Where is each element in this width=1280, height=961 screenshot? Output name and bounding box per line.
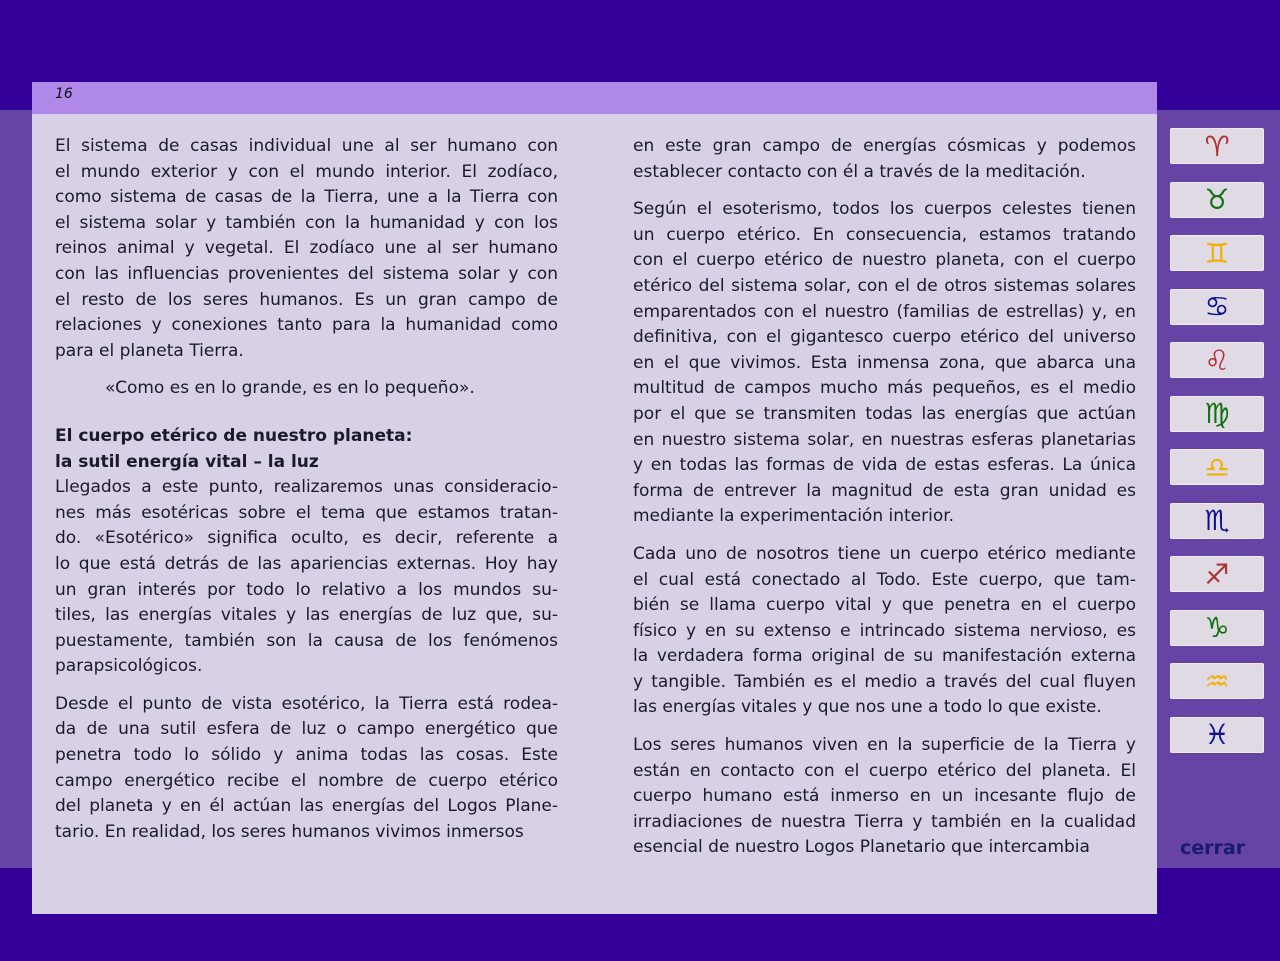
text-line: las energías vitales y que nos une a todo lo que existe. bbox=[633, 697, 1102, 718]
quote: «Como es en lo grande, es en lo pequeño». bbox=[105, 378, 475, 399]
zodiac-button-taurus[interactable] bbox=[1170, 182, 1264, 218]
text-line: establecer contacto con él a través de la meditación. bbox=[633, 161, 1086, 182]
cancer-icon: ♋︎ bbox=[1204, 290, 1230, 323]
text-line: el sistema solar y también con la humanidad y con los bbox=[55, 212, 558, 233]
text-line: el cual está conectado al Todo. Este cuerpo, que tam- bbox=[633, 569, 1136, 590]
text-line: la verdadera forma original de su manifestación externa bbox=[633, 646, 1136, 667]
text-line: en el que vivimos. Esta inmensa zona, que abarca una bbox=[633, 352, 1136, 373]
paragraph bbox=[55, 692, 558, 846]
text-line: tario. En realidad, los seres humanos vivimos inmersos bbox=[55, 821, 524, 842]
section-subheading: la sutil energía vital – la luz bbox=[55, 451, 319, 472]
text-line: del planeta y en él actúan las energías del Logos Plane- bbox=[55, 796, 558, 817]
text-line: Los seres humanos viven en la superficie de la Tierra y bbox=[633, 735, 1136, 756]
text-line: El sistema de casas individual une al ser humano con bbox=[55, 136, 558, 156]
page-header bbox=[32, 82, 1157, 114]
text-line: mediante la experimentación interior. bbox=[633, 506, 955, 527]
left-column bbox=[55, 134, 558, 845]
zodiac-button-cancer[interactable] bbox=[1170, 289, 1264, 325]
leo-icon: ♌︎ bbox=[1204, 343, 1230, 377]
section-heading: El cuerpo etérico de nuestro planeta: bbox=[55, 425, 413, 446]
libra-icon: ♎︎ bbox=[1204, 450, 1230, 484]
text-line: con el cuerpo etérico de nuestro planeta, con el cuerpo bbox=[633, 250, 1136, 271]
text-line: un cuerpo etérico. En consecuencia, estamos tratando bbox=[633, 224, 1136, 245]
paragraph bbox=[55, 134, 558, 364]
taurus-icon: ♉︎ bbox=[1204, 183, 1230, 216]
aquarius-icon: ♒︎ bbox=[1204, 664, 1230, 698]
paragraph bbox=[633, 197, 1136, 530]
capricorn-icon: ♑︎ bbox=[1204, 611, 1230, 644]
text-line: tiles, las energías vitales y las energías de luz que, su- bbox=[55, 605, 558, 626]
close-link[interactable]: cerrar bbox=[1180, 837, 1246, 859]
text-line: irradiaciones de nuestra Tierra y también en la cualidad bbox=[633, 811, 1136, 832]
gemini-icon: ♊︎ bbox=[1204, 236, 1230, 270]
text-line: en nuestro sistema solar, en nuestras esferas planetarias bbox=[633, 429, 1136, 450]
paragraph bbox=[55, 475, 558, 680]
text-line: están en contacto con el cuerpo etérico del planeta. El bbox=[633, 760, 1136, 781]
text-line: parapsicológicos. bbox=[55, 656, 203, 677]
zodiac-button-sagittarius[interactable] bbox=[1170, 556, 1264, 592]
text-line: Llegados a este punto, realizaremos unas consideracio- bbox=[55, 477, 558, 498]
text-line: relaciones y conexiones tanto para la humanidad como bbox=[55, 315, 558, 336]
zodiac-button-leo[interactable] bbox=[1170, 342, 1264, 378]
zodiac-button-pisces[interactable] bbox=[1170, 717, 1264, 753]
text-line: bién se llama cuerpo vital y que penetra en el cuerpo bbox=[633, 595, 1136, 616]
aries-icon: ♈︎ bbox=[1204, 129, 1230, 163]
text-line: físico y en su extenso e intrincado sistema nervioso, es bbox=[633, 620, 1136, 641]
text-line: el resto de los seres humanos. Es un gran campo de bbox=[55, 289, 558, 310]
text-line: con las influencias provenientes del sistema solar y con bbox=[55, 263, 558, 284]
zodiac-button-aquarius[interactable] bbox=[1170, 663, 1264, 699]
text-line: penetra todo lo sólido y anima todas las cosas. Este bbox=[55, 745, 558, 766]
page-number: 16 bbox=[55, 86, 73, 102]
paragraph bbox=[633, 733, 1136, 861]
zodiac-button-libra[interactable] bbox=[1170, 449, 1264, 485]
text-line: Desde el punto de vista esotérico, la Tierra está rodea- bbox=[55, 693, 558, 714]
zodiac-button-virgo[interactable] bbox=[1170, 396, 1264, 432]
text-line: multitud de campos mucho más pequeños, es el medio bbox=[633, 378, 1136, 399]
text-line: esencial de nuestro Logos Planetario que intercambia bbox=[633, 837, 1090, 858]
text-line: para el planeta Tierra. bbox=[55, 340, 244, 361]
text-line: Cada uno de nosotros tiene un cuerpo etérico mediante bbox=[633, 543, 1136, 564]
text-line: da de una sutil esfera de luz o campo energético que bbox=[55, 719, 558, 740]
text-line: puestamente, también son la causa de los fenómenos bbox=[55, 630, 558, 651]
text-line: en este gran campo de energías cósmicas y podemos bbox=[633, 136, 1136, 156]
pisces-icon: ♓︎ bbox=[1204, 718, 1230, 751]
text-line: definitiva, con el gigantesco cuerpo etérico del universo bbox=[633, 327, 1136, 348]
paragraph bbox=[633, 542, 1136, 721]
zodiac-button-aries[interactable] bbox=[1170, 128, 1264, 164]
paragraph bbox=[633, 134, 1136, 185]
zodiac-button-scorpio[interactable] bbox=[1170, 503, 1264, 539]
text-line: campo energético recibe el nombre de cuerpo etérico bbox=[55, 770, 558, 791]
zodiac-button-capricorn[interactable] bbox=[1170, 610, 1264, 646]
text-line: etérico del sistema solar, con el de otros sistemas solares bbox=[633, 275, 1136, 296]
right-column bbox=[633, 134, 1136, 861]
text-line: Según el esoterismo, todos los cuerpos celestes tienen bbox=[633, 199, 1136, 220]
text-line: cuerpo humano está inmerso en un incesante flujo de bbox=[633, 786, 1136, 807]
zodiac-button-gemini[interactable] bbox=[1170, 235, 1264, 271]
text-line: un gran interés por todo lo relativo a los mundos su- bbox=[55, 579, 558, 600]
text-line: por el que se transmiten todas las energías que actúan bbox=[633, 403, 1136, 424]
text-line: forma de entrever la magnitud de esta gran unidad es bbox=[633, 480, 1136, 501]
text-line: como sistema de casas de la Tierra, une a la Tierra con bbox=[55, 187, 558, 208]
text-line: reinos animal y vegetal. El zodíaco une al ser humano bbox=[55, 238, 558, 259]
text-line: y tangible. También es el medio a través del cual fluyen bbox=[633, 671, 1136, 692]
scorpio-icon: ♏︎ bbox=[1204, 504, 1230, 537]
sagittarius-icon: ♐︎ bbox=[1204, 557, 1230, 591]
book-page bbox=[32, 82, 1157, 914]
text-line: el mundo exterior y con el mundo interior. El zodíaco, bbox=[55, 161, 558, 182]
zodiac-nav bbox=[1170, 128, 1266, 770]
text-line: y en todas las formas de vida de estas esferas. La única bbox=[633, 455, 1136, 476]
text-line: lo que está detrás de las apariencias externas. Hoy hay bbox=[55, 553, 558, 574]
virgo-icon: ♍︎ bbox=[1204, 397, 1230, 430]
text-line: nes más esotéricas sobre el tema que estamos tratan- bbox=[55, 502, 558, 523]
text-line: do. «Esotérico» significa oculto, es decir, referente a bbox=[55, 528, 558, 549]
text-line: emparentados con el nuestro (familias de estrellas) y, en bbox=[633, 301, 1136, 322]
